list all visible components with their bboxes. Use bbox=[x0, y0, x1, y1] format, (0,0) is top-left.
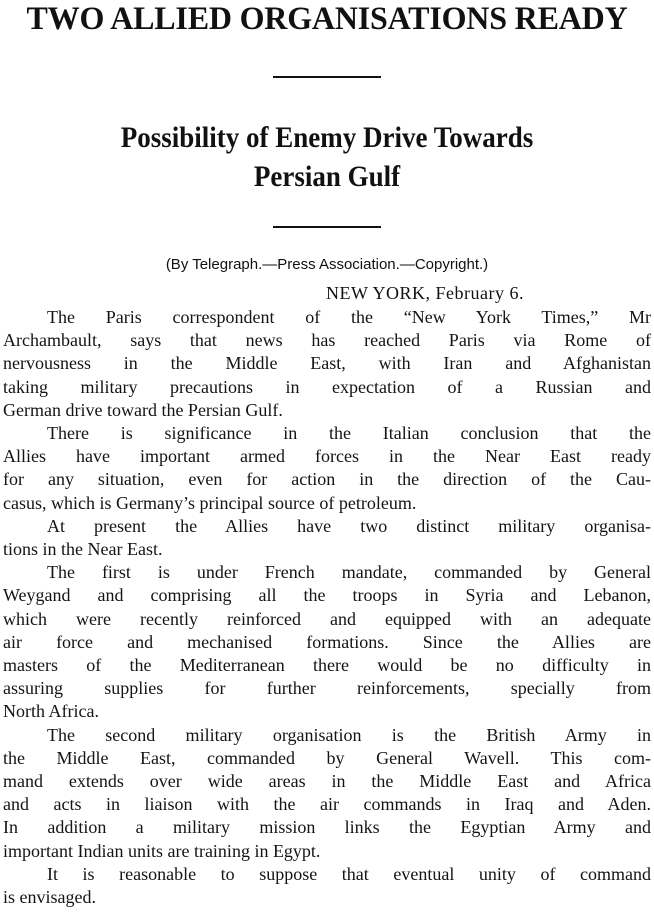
paragraph-line: mand extends over wide areas in the Middle East and Africa bbox=[3, 771, 651, 792]
paragraph-line: There is significance in the Italian conclusion that the bbox=[47, 423, 651, 444]
paragraph-line: taking military precautions in expectation of a Russian and bbox=[3, 376, 651, 397]
paragraph-line: Archambault, says that news has reached Paris via Rome of bbox=[3, 330, 651, 351]
paragraph-line: which were recently reinforced and equipped with an adequate bbox=[3, 608, 651, 629]
paragraph-line: In addition a military mission links the Egyptian Army and bbox=[3, 817, 651, 838]
paragraph-line: Weygand and comprising all the troops in Syria and Lebanon, bbox=[3, 585, 651, 606]
paragraph-line: for any situation, even for action in the direction of the Cau- bbox=[3, 469, 651, 490]
paragraph-line: assuring supplies for further reinforcements, specially from bbox=[3, 678, 651, 699]
paragraph-line: is envisaged. bbox=[3, 887, 96, 908]
paragraph-line: nervousness in the Middle East, with Iran and Afghanistan bbox=[3, 353, 651, 374]
paragraph bbox=[3, 306, 651, 422]
paragraph-line: tions in the Near East. bbox=[3, 539, 163, 560]
paragraph-line: The Paris correspondent of the “New York Times,” Mr bbox=[47, 307, 651, 327]
dateline: NEW YORK, February 6. bbox=[326, 283, 524, 303]
paragraph-line: masters of the Mediterranean there would be no difficulty in bbox=[3, 655, 651, 676]
paragraph-line: The second military organisation is the British Army in bbox=[47, 724, 651, 745]
subheadline-line-2: Persian Gulf bbox=[253, 160, 401, 193]
paragraph bbox=[3, 422, 651, 515]
paragraph-line: air force and mechanised formations. Since the Allies are bbox=[3, 631, 651, 652]
subheadline bbox=[33, 118, 622, 196]
paragraph-line: It is reasonable to suppose that eventual unity of command bbox=[47, 863, 651, 884]
paragraph-line: North Africa. bbox=[3, 701, 99, 722]
paragraph bbox=[3, 724, 651, 863]
headline: TWO ALLIED ORGANISATIONS READY bbox=[26, 1, 628, 37]
paragraph-line: casus, which is Germany’s principal source of petroleum. bbox=[3, 492, 417, 513]
paragraph bbox=[3, 515, 651, 561]
divider-rule-top bbox=[273, 76, 381, 78]
subheadline-line-1: Possibility of Enemy Drive Towards bbox=[120, 121, 534, 154]
paragraph-line: the Middle East, commanded by General Wavell. This com- bbox=[3, 747, 651, 768]
byline: (By Telegraph.—Press Association.—Copyright.) bbox=[165, 256, 489, 273]
divider-rule-bottom bbox=[273, 226, 381, 228]
paragraph-line: German drive toward the Persian Gulf. bbox=[3, 399, 283, 420]
paragraph-line: The first is under French mandate, commanded by General bbox=[47, 562, 651, 583]
paragraph-line: Allies have important armed forces in the Near East ready bbox=[3, 446, 651, 467]
article-body bbox=[3, 306, 651, 909]
paragraph-line: important Indian units are training in Egypt. bbox=[3, 840, 321, 861]
paragraph-line: At present the Allies have two distinct military organisa- bbox=[47, 515, 651, 536]
paragraph bbox=[3, 863, 651, 909]
paragraph bbox=[3, 561, 651, 723]
paragraph-line: and acts in liaison with the air commands in Iraq and Aden. bbox=[3, 794, 651, 815]
